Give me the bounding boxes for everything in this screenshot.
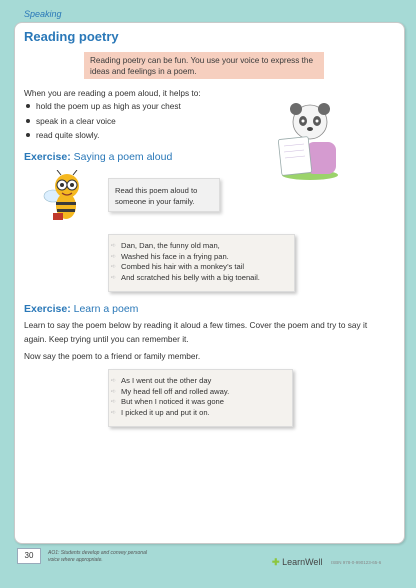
poem-line: And scratched his belly with a big toenail.: [121, 272, 260, 282]
publisher-logo: [272, 557, 322, 568]
logo-icon: ✚: [272, 557, 280, 567]
exercise-heading: [24, 151, 172, 163]
poem-line: I picked it up and put it on.: [121, 407, 210, 417]
instruction-paragraph: Now say the poem to a friend or family member.: [24, 351, 201, 361]
intro-box: Reading poetry can be fun. You use your voice to express the ideas and feelings in a poem.: [84, 52, 324, 79]
bee-illustration: [43, 170, 89, 224]
tip-item: speak in a clear voice: [24, 116, 181, 131]
exercise-title: Learn a poem: [73, 303, 139, 315]
poem-line: Dan, Dan, the funny old man,: [121, 241, 220, 250]
exercise-prefix: Exercise:: [24, 151, 71, 163]
poem-card: [108, 369, 293, 427]
tips-list: [24, 101, 181, 145]
poem-line: Combed his hair with a monkey’s tail: [121, 262, 245, 271]
exercise-prefix: Exercise:: [24, 303, 71, 315]
panda-illustration: [272, 102, 344, 180]
poem-line: As I went out the other day: [121, 376, 212, 385]
lead-text: When you are reading a poem aloud, it helps to:: [24, 88, 201, 98]
speech-bubble: Read this poem aloud to someone in your family.: [108, 178, 220, 212]
footer-note-line: AO1: Students develop and convey personal: [48, 550, 147, 556]
poem-line: Washed his face in a frying pan.: [121, 251, 229, 261]
isbn-text: ISBN 978-0-990123-65-6: [331, 560, 382, 565]
poem-line: But when I noticed it was gone: [121, 397, 225, 406]
section-label: Speaking: [24, 9, 62, 19]
footer-note-line: voice where appropriate.: [48, 556, 103, 563]
line-markers: ➪ ➪ ➪ ➪: [111, 378, 117, 416]
page-number: 30: [17, 548, 41, 564]
exercise-heading: [24, 303, 138, 315]
footer-note: [48, 550, 147, 563]
page-title: Reading poetry: [24, 29, 119, 44]
exercise-title: Saying a poem aloud: [73, 151, 173, 163]
instruction-paragraph: Learn to say the poem below by reading it aloud a few times. Cover the poem and try to say it again. Keep trying until you can remember it.: [24, 320, 368, 344]
tip-item: read quite slowly.: [24, 130, 181, 145]
tip-item: hold the poem up as high as your chest: [24, 101, 181, 116]
line-markers: ➪ ➪ ➪ ➪: [111, 243, 117, 281]
logo-text: LearnWell: [282, 557, 323, 567]
poem-line: My head fell off and rolled away.: [121, 386, 230, 396]
poem-card: [108, 234, 295, 292]
